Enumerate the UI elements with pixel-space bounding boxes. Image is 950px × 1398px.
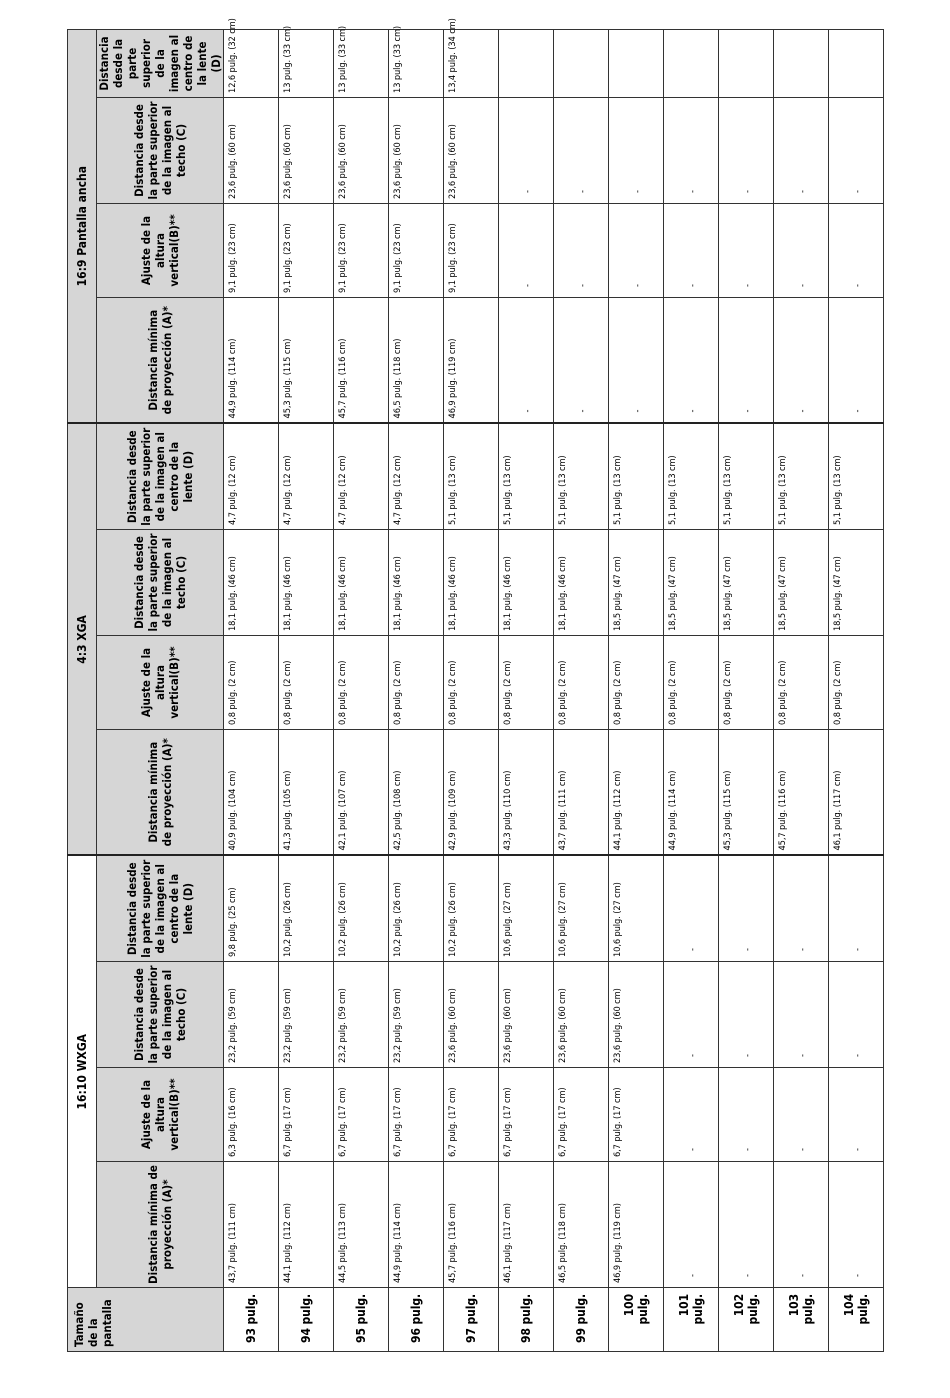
wxga-value-cell: 23,2 pulg. (59 cm) xyxy=(389,962,444,1068)
table-row xyxy=(499,29,554,1351)
wide-value-cell: - xyxy=(499,97,554,203)
wide-value-cell: 9,1 pulg. (23 cm) xyxy=(334,203,389,297)
wide-value-cell: - xyxy=(774,97,829,203)
xga-value-cell: 0,8 pulg. (2 cm) xyxy=(334,635,389,729)
xga-value-cell: 5,1 pulg. (13 cm) xyxy=(774,423,829,529)
wide-value-cell xyxy=(829,29,884,97)
wide-value-cell: 12,6 pulg. (32 cm) xyxy=(224,29,279,97)
xga-value-cell: 41,3 pulg. (105 cm) xyxy=(279,729,334,855)
wxga-value-cell: 46,5 pulg. (118 cm) xyxy=(554,1162,609,1288)
wide-value-cell xyxy=(664,29,719,97)
wide-value-cell: 13 pulg. (33 cm) xyxy=(389,29,444,97)
group-header-xga: 4:3 XGA xyxy=(68,423,97,855)
wxga-value-cell: 23,2 pulg. (59 cm) xyxy=(279,962,334,1068)
wxga-value-cell: 6,7 pulg. (17 cm) xyxy=(334,1068,389,1162)
wide-value-cell xyxy=(774,29,829,97)
xga-value-cell: 5,1 pulg. (13 cm) xyxy=(719,423,774,529)
group-header-wxga: 16:10 WXGA xyxy=(68,855,97,1287)
xga-value-cell: 18,5 pulg. (47 cm) xyxy=(664,529,719,635)
wide-value-cell: 9,1 pulg. (23 cm) xyxy=(444,203,499,297)
table-row xyxy=(389,29,444,1351)
wxga-value-cell: 10,2 pulg. (26 cm) xyxy=(279,855,334,961)
xga-value-cell: 4,7 pulg. (12 cm) xyxy=(279,423,334,529)
column-header-wide-b: Ajuste de la altura vertical(B)** xyxy=(97,203,224,297)
column-header-xga-c: Distancia desde la parte superior de la imagen al techo (C) xyxy=(97,529,224,635)
wide-value-cell: - xyxy=(664,297,719,423)
xga-value-cell: 0,8 pulg. (2 cm) xyxy=(444,635,499,729)
wide-value-cell xyxy=(719,29,774,97)
wxga-value-cell: - xyxy=(664,1162,719,1288)
column-header-xga-b: Ajuste de la altura vertical(B)** xyxy=(97,635,224,729)
xga-value-cell: 18,5 pulg. (47 cm) xyxy=(609,529,664,635)
wxga-value-cell: - xyxy=(774,1162,829,1288)
xga-value-cell: 4,7 pulg. (12 cm) xyxy=(334,423,389,529)
xga-value-cell: 44,1 pulg. (112 cm) xyxy=(609,729,664,855)
table-row xyxy=(609,29,664,1351)
wide-value-cell: - xyxy=(664,203,719,297)
xga-value-cell: 46,1 pulg. (117 cm) xyxy=(829,729,884,855)
xga-value-cell: 0,8 pulg. (2 cm) xyxy=(829,635,884,729)
wide-value-cell: - xyxy=(499,203,554,297)
wide-value-cell: 23,6 pulg. (60 cm) xyxy=(389,97,444,203)
wide-value-cell: - xyxy=(499,297,554,423)
wide-value-cell: 45,7 pulg. (116 cm) xyxy=(334,297,389,423)
wxga-value-cell: - xyxy=(829,1162,884,1288)
column-header-wxga-c: Distancia desde la parte superior de la imagen al techo (C) xyxy=(97,962,224,1068)
table-row xyxy=(334,29,389,1351)
xga-value-cell: 43,3 pulg. (110 cm) xyxy=(499,729,554,855)
wide-value-cell: 13 pulg. (33 cm) xyxy=(334,29,389,97)
table-body xyxy=(224,18,884,1351)
column-header-xga-d: Distancia desde la parte superior de la imagen al centro de la lente (D) xyxy=(97,423,224,529)
group-header-row xyxy=(68,29,97,1351)
xga-value-cell: 44,9 pulg. (114 cm) xyxy=(664,729,719,855)
screen-size-cell: 97 pulg. xyxy=(444,1288,499,1352)
wxga-value-cell: 44,1 pulg. (112 cm) xyxy=(279,1162,334,1288)
xga-value-cell: 5,1 pulg. (13 cm) xyxy=(609,423,664,529)
wide-value-cell: 13,4 pulg. (34 cm) xyxy=(444,29,499,97)
screen-size-cell: 104 pulg. xyxy=(829,1288,884,1352)
wxga-value-cell: 46,1 pulg. (117 cm) xyxy=(499,1162,554,1288)
wxga-value-cell: 23,6 pulg. (60 cm) xyxy=(554,962,609,1068)
wide-value-cell: - xyxy=(664,97,719,203)
xga-value-cell: 18,1 pulg. (46 cm) xyxy=(279,529,334,635)
xga-value-cell: 0,8 pulg. (2 cm) xyxy=(554,635,609,729)
xga-value-cell: 18,1 pulg. (46 cm) xyxy=(389,529,444,635)
wxga-value-cell: 10,6 pulg. (27 cm) xyxy=(499,855,554,961)
xga-value-cell: 5,1 pulg. (13 cm) xyxy=(554,423,609,529)
wide-value-cell: - xyxy=(554,203,609,297)
wide-value-cell: - xyxy=(719,297,774,423)
wide-value-cell: - xyxy=(554,97,609,203)
wide-value-cell: 9,1 pulg. (23 cm) xyxy=(389,203,444,297)
wxga-value-cell: 23,6 pulg. (60 cm) xyxy=(444,962,499,1068)
xga-value-cell: 18,1 pulg. (46 cm) xyxy=(224,529,279,635)
wide-value-cell: - xyxy=(829,203,884,297)
wxga-value-cell: - xyxy=(829,1068,884,1162)
xga-value-cell: 0,8 pulg. (2 cm) xyxy=(279,635,334,729)
wxga-value-cell: 6,7 pulg. (17 cm) xyxy=(554,1068,609,1162)
wxga-value-cell: 6,7 pulg. (17 cm) xyxy=(389,1068,444,1162)
wide-value-cell: 23,6 pulg. (60 cm) xyxy=(224,97,279,203)
wxga-value-cell: 10,2 pulg. (26 cm) xyxy=(334,855,389,961)
wxga-value-cell: 43,7 pulg. (111 cm) xyxy=(224,1162,279,1288)
wxga-value-cell: 10,6 pulg. (27 cm) xyxy=(554,855,609,961)
wide-value-cell: - xyxy=(609,97,664,203)
wxga-value-cell: 10,6 pulg. (27 cm) xyxy=(609,855,664,961)
xga-value-cell: 5,1 pulg. (13 cm) xyxy=(499,423,554,529)
xga-value-cell: 0,8 pulg. (2 cm) xyxy=(224,635,279,729)
xga-value-cell: 18,5 pulg. (47 cm) xyxy=(719,529,774,635)
table-row xyxy=(279,29,334,1351)
screen-size-cell: 93 pulg. xyxy=(224,1288,279,1352)
xga-value-cell: 0,8 pulg. (2 cm) xyxy=(499,635,554,729)
wxga-value-cell: 23,2 pulg. (59 cm) xyxy=(334,962,389,1068)
wide-value-cell: - xyxy=(774,297,829,423)
wxga-value-cell: 6,3 pulg. (16 cm) xyxy=(224,1068,279,1162)
xga-value-cell: 4,7 pulg. (12 cm) xyxy=(224,423,279,529)
wide-value-cell: - xyxy=(554,297,609,423)
column-header-wxga-a: Distancia mínima de proyección (A)* xyxy=(97,1162,224,1288)
screen-size-cell: 94 pulg. xyxy=(279,1288,334,1352)
screen-size-cell: 95 pulg. xyxy=(334,1288,389,1352)
column-header-wide-c: Distancia desde la parte superior de la imagen al techo (C) xyxy=(97,97,224,203)
screen-size-cell: 102 pulg. xyxy=(719,1288,774,1352)
xga-value-cell: 0,8 pulg. (2 cm) xyxy=(609,635,664,729)
wxga-value-cell: 9,8 pulg. (25 cm) xyxy=(224,855,279,961)
table-row xyxy=(829,29,884,1351)
wxga-value-cell: - xyxy=(664,855,719,961)
wide-value-cell xyxy=(499,29,554,97)
column-header-row xyxy=(97,29,224,1351)
wxga-value-cell: 23,2 pulg. (59 cm) xyxy=(224,962,279,1068)
column-header-wxga-d: Distancia desde la parte superior de la imagen al centro de la lente (D) xyxy=(97,855,224,961)
table-row xyxy=(554,29,609,1351)
column-header-wxga-b: Ajuste de la altura vertical(B)** xyxy=(97,1068,224,1162)
wide-value-cell: - xyxy=(609,203,664,297)
wxga-value-cell: - xyxy=(719,962,774,1068)
xga-value-cell: 18,5 pulg. (47 cm) xyxy=(829,529,884,635)
screen-size-cell: 98 pulg. xyxy=(499,1288,554,1352)
xga-value-cell: 45,3 pulg. (115 cm) xyxy=(719,729,774,855)
wxga-value-cell: - xyxy=(719,855,774,961)
wxga-value-cell: - xyxy=(664,1068,719,1162)
xga-value-cell: 18,1 pulg. (46 cm) xyxy=(444,529,499,635)
wxga-value-cell: 23,6 pulg. (60 cm) xyxy=(499,962,554,1068)
xga-value-cell: 0,8 pulg. (2 cm) xyxy=(774,635,829,729)
wxga-value-cell: 10,2 pulg. (26 cm) xyxy=(444,855,499,961)
wide-value-cell: 23,6 pulg. (60 cm) xyxy=(334,97,389,203)
table-row xyxy=(444,29,499,1351)
group-header-widescreen: 16:9 Pantalla ancha xyxy=(68,29,97,423)
wide-value-cell: 45,3 pulg. (115 cm) xyxy=(279,297,334,423)
table-row xyxy=(719,29,774,1351)
rotated-table-wrapper xyxy=(67,18,884,1352)
wxga-value-cell: 44,5 pulg. (113 cm) xyxy=(334,1162,389,1288)
wide-value-cell: - xyxy=(829,297,884,423)
screen-size-cell: 99 pulg. xyxy=(554,1288,609,1352)
wxga-value-cell: - xyxy=(664,962,719,1068)
wide-value-cell: 44,9 pulg. (114 cm) xyxy=(224,297,279,423)
wide-value-cell: 9,1 pulg. (23 cm) xyxy=(224,203,279,297)
table-row xyxy=(224,29,279,1351)
wxga-value-cell: 46,9 pulg. (119 cm) xyxy=(609,1162,664,1288)
xga-value-cell: 45,7 pulg. (116 cm) xyxy=(774,729,829,855)
wide-value-cell: 9,1 pulg. (23 cm) xyxy=(279,203,334,297)
wide-value-cell: 23,6 pulg. (60 cm) xyxy=(444,97,499,203)
xga-value-cell: 18,1 pulg. (46 cm) xyxy=(499,529,554,635)
table-row xyxy=(664,29,719,1351)
wxga-value-cell: 6,7 pulg. (17 cm) xyxy=(499,1068,554,1162)
wxga-value-cell: - xyxy=(774,855,829,961)
wxga-value-cell: 23,6 pulg. (60 cm) xyxy=(609,962,664,1068)
xga-value-cell: 42,5 pulg. (108 cm) xyxy=(389,729,444,855)
wxga-value-cell: 45,7 pulg. (116 cm) xyxy=(444,1162,499,1288)
screen-size-cell: 101 pulg. xyxy=(664,1288,719,1352)
wide-value-cell: 46,5 pulg. (118 cm) xyxy=(389,297,444,423)
xga-value-cell: 5,1 pulg. (13 cm) xyxy=(664,423,719,529)
xga-value-cell: 4,7 pulg. (12 cm) xyxy=(389,423,444,529)
wide-value-cell: - xyxy=(719,203,774,297)
xga-value-cell: 5,1 pulg. (13 cm) xyxy=(444,423,499,529)
wxga-value-cell: 6,7 pulg. (17 cm) xyxy=(609,1068,664,1162)
wide-value-cell xyxy=(609,29,664,97)
wxga-value-cell: 6,7 pulg. (17 cm) xyxy=(279,1068,334,1162)
wide-value-cell: - xyxy=(719,97,774,203)
xga-value-cell: 42,9 pulg. (109 cm) xyxy=(444,729,499,855)
wxga-value-cell: - xyxy=(774,1068,829,1162)
xga-value-cell: 18,1 pulg. (46 cm) xyxy=(554,529,609,635)
wxga-value-cell: - xyxy=(719,1162,774,1288)
xga-value-cell: 0,8 pulg. (2 cm) xyxy=(389,635,444,729)
xga-value-cell: 5,1 pulg. (13 cm) xyxy=(829,423,884,529)
column-header-wide-a: Distancia mínima de proyección (A)* xyxy=(97,297,224,423)
wide-value-cell: - xyxy=(609,297,664,423)
xga-value-cell: 42,1 pulg. (107 cm) xyxy=(334,729,389,855)
wide-value-cell: 23,6 pulg. (60 cm) xyxy=(279,97,334,203)
xga-value-cell: 18,1 pulg. (46 cm) xyxy=(334,529,389,635)
xga-value-cell: 18,5 pulg. (47 cm) xyxy=(774,529,829,635)
wxga-value-cell: 44,9 pulg. (114 cm) xyxy=(389,1162,444,1288)
wxga-value-cell: 6,7 pulg. (17 cm) xyxy=(444,1068,499,1162)
screen-size-cell: 103 pulg. xyxy=(774,1288,829,1352)
wide-value-cell: - xyxy=(829,97,884,203)
wxga-value-cell: - xyxy=(829,962,884,1068)
screen-size-cell: 96 pulg. xyxy=(389,1288,444,1352)
column-header-wide-d: Distancia desde la parte superior de la imagen al centro de la lente (D) xyxy=(97,29,224,97)
xga-value-cell: 40,9 pulg. (104 cm) xyxy=(224,729,279,855)
screen-size-cell: 100 pulg. xyxy=(609,1288,664,1352)
xga-value-cell: 0,8 pulg. (2 cm) xyxy=(664,635,719,729)
table-row xyxy=(774,29,829,1351)
wxga-value-cell: - xyxy=(774,962,829,1068)
wide-value-cell: - xyxy=(774,203,829,297)
wide-value-cell: 46,9 pulg. (119 cm) xyxy=(444,297,499,423)
projection-distance-table xyxy=(67,18,884,1352)
wide-value-cell xyxy=(554,29,609,97)
column-header-xga-a: Distancia mínima de proyección (A)* xyxy=(97,729,224,855)
screen-size-header: Tamaño de la pantalla xyxy=(68,1288,224,1352)
wide-value-cell: 13 pulg. (33 cm) xyxy=(279,29,334,97)
wxga-value-cell: 10,2 pulg. (26 cm) xyxy=(389,855,444,961)
xga-value-cell: 43,7 pulg. (111 cm) xyxy=(554,729,609,855)
wxga-value-cell: - xyxy=(829,855,884,961)
wxga-value-cell: - xyxy=(719,1068,774,1162)
xga-value-cell: 0,8 pulg. (2 cm) xyxy=(719,635,774,729)
